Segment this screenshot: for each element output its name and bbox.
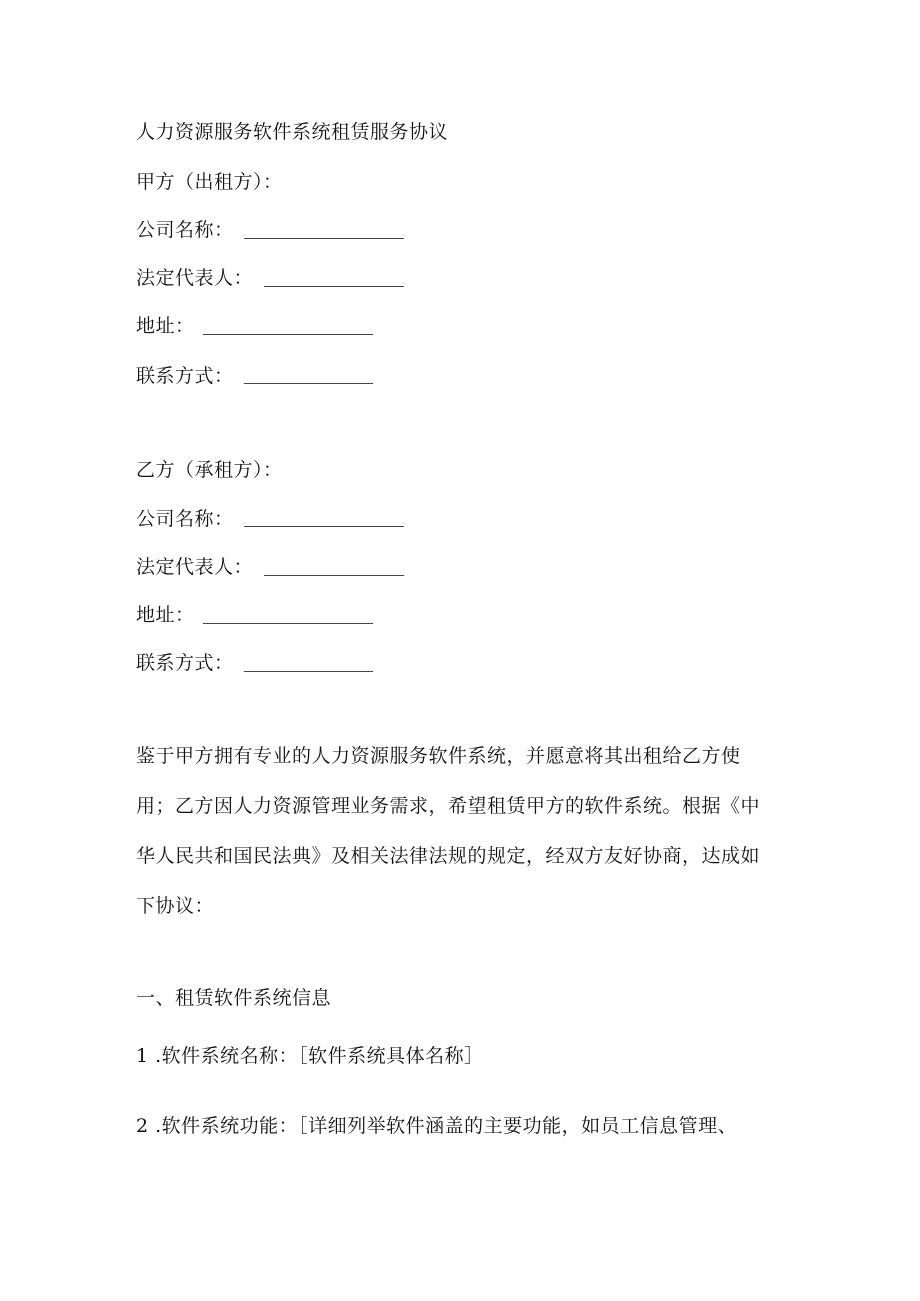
party-a-contact-blank[interactable] — [244, 383, 373, 384]
party-a-company-blank[interactable] — [244, 238, 404, 239]
document-title: 人力资源服务软件系统租赁服务协议 — [136, 121, 449, 143]
party-a-address-label: 地址： — [136, 315, 195, 337]
party-a-contact-label: 联系方式： — [136, 365, 234, 387]
preamble-paragraph — [136, 744, 786, 944]
section-1-item-2: 2 .软件系统功能：［详细列举软件涵盖的主要功能，如员工信息管理、 — [136, 1115, 738, 1137]
party-a-address-blank[interactable] — [203, 334, 373, 335]
party-b-company-blank[interactable] — [244, 526, 404, 527]
preamble-line: 鉴于甲方拥有专业的人力资源服务软件系统，并愿意将其出租给乙方使 — [136, 745, 741, 767]
party-b-contact-label: 联系方式： — [136, 652, 234, 674]
party-a-rep-label: 法定代表人： — [136, 267, 254, 289]
party-b-address-label: 地址： — [136, 604, 195, 626]
section-1-heading: 一、租赁软件系统信息 — [136, 987, 332, 1009]
party-a-company-label: 公司名称： — [136, 219, 234, 241]
party-b-contact-blank[interactable] — [244, 671, 373, 672]
party-b-address-blank[interactable] — [203, 623, 373, 624]
party-b-heading: 乙方（承租方）： — [136, 459, 283, 481]
preamble-line: 下协议： — [136, 895, 215, 917]
section-1-item-1: 1 .软件系统名称：［软件系统具体名称］ — [136, 1045, 484, 1067]
party-b-company-label: 公司名称： — [136, 508, 234, 530]
preamble-line: 用；乙方因人力资源管理业务需求，希望租赁甲方的软件系统。根据《中 — [136, 795, 761, 817]
party-a-heading: 甲方（出租方）： — [136, 171, 283, 193]
party-b-rep-blank[interactable] — [264, 575, 404, 576]
party-b-rep-label: 法定代表人： — [136, 556, 254, 578]
preamble-line: 华人民共和国民法典》及相关法律法规的规定，经双方友好协商，达成如 — [136, 845, 761, 867]
party-a-rep-blank[interactable] — [264, 286, 404, 287]
